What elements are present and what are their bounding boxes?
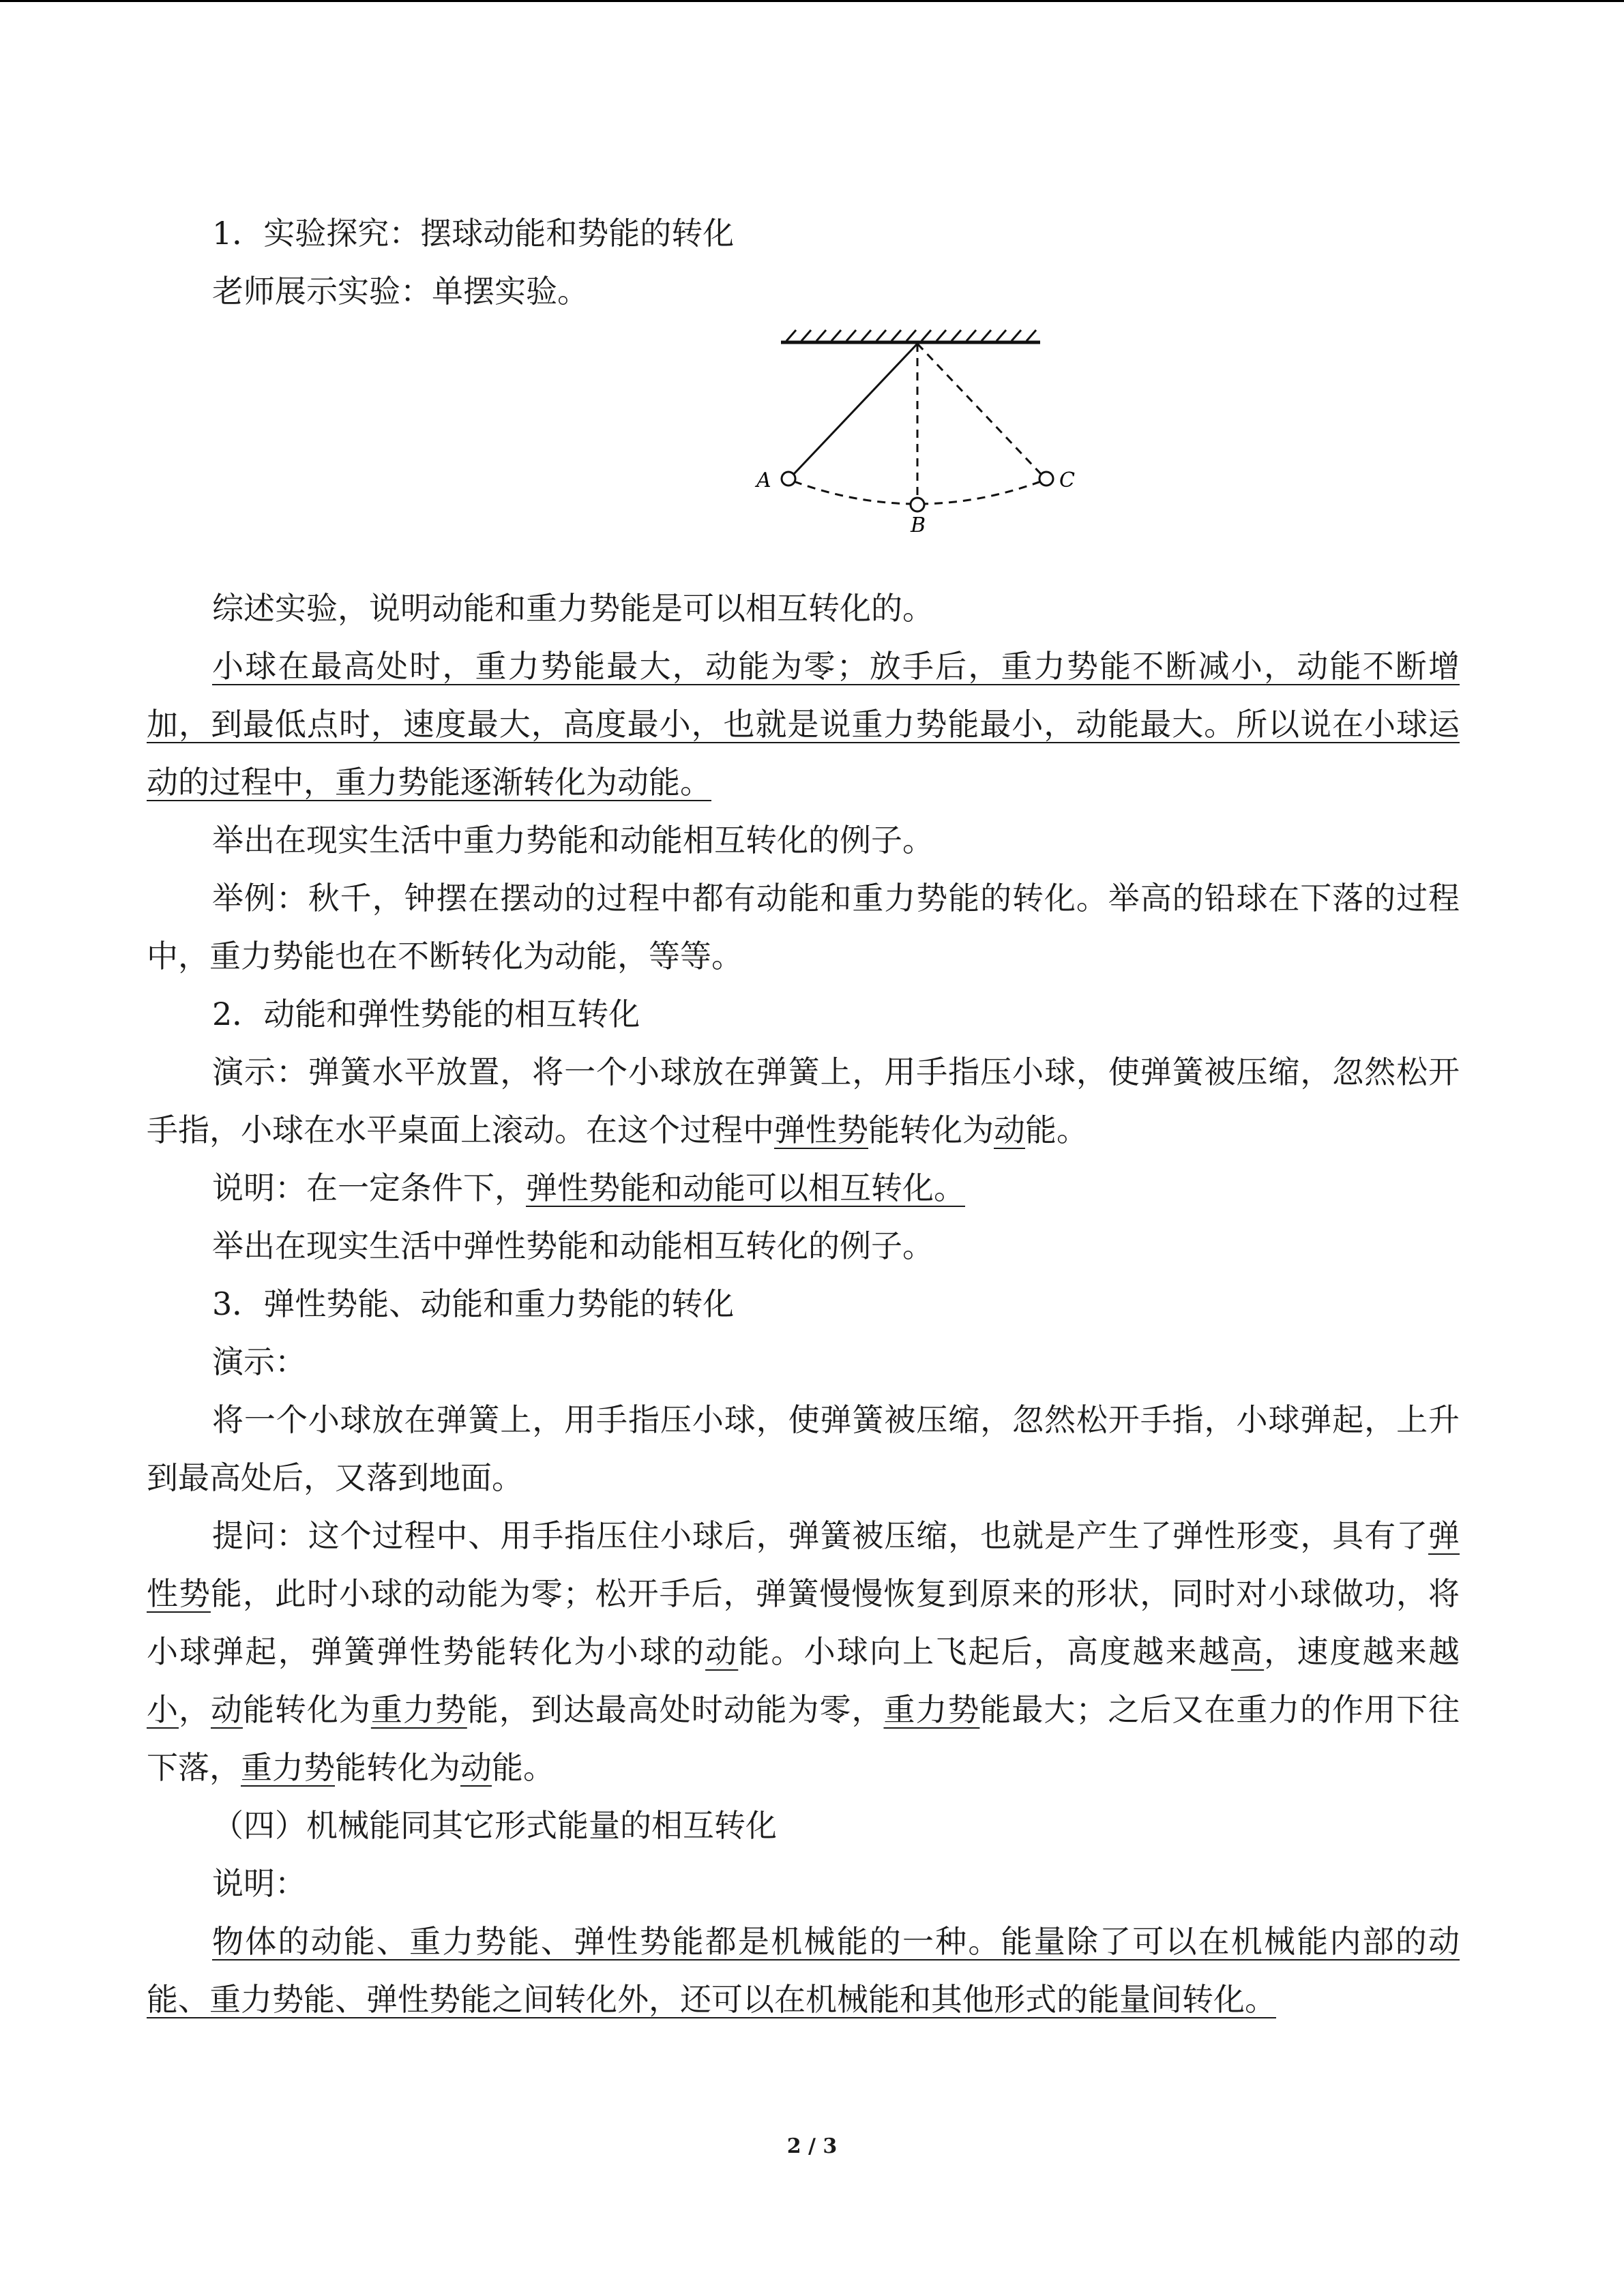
q-text-4: ，速度越来越	[1264, 1633, 1460, 1670]
pendulum-diagram	[713, 327, 1149, 573]
example-prompt-2: 举出在现实生活中弹性势能和动能相互转化的例子。	[212, 1227, 934, 1264]
ball-a	[782, 472, 795, 486]
q-blank-3: 高	[1230, 1633, 1265, 1670]
q-text-8: 能最大；之后又在重力的作用下往下落，	[147, 1691, 1460, 1786]
spring-note	[147, 1159, 1460, 1217]
label-b: B	[911, 513, 926, 537]
label-c: C	[1059, 468, 1075, 492]
blank-elastic-potential: 弹性势	[774, 1112, 868, 1148]
section-4-heading: （四）机械能同其它形式能量的相互转化	[212, 1807, 777, 1844]
section-3-question	[147, 1507, 1460, 1797]
section-3-demo-text: 将一个小球放在弹簧上，用手指压小球，使弹簧被压缩，忽然松开手指，小球弹起，上升到最高处后，又落到地面。	[147, 1401, 1460, 1496]
section-1-heading: 1．实验探究：摆球动能和势能的转化	[212, 215, 735, 252]
spring-note-text: 说明：在一定条件下，	[212, 1169, 526, 1206]
q-blank-8: 重力势	[241, 1749, 335, 1786]
blank-kinetic: 动	[994, 1112, 1025, 1148]
q-blank-5: 动	[210, 1691, 243, 1728]
q-blank-7: 重力势	[883, 1691, 980, 1728]
q-text-9: 能转化为	[335, 1749, 460, 1786]
section-3-demo-label: 演示：	[212, 1343, 306, 1380]
ceiling-hatching	[786, 330, 1036, 341]
section-4-underlined: 物体的动能、重力势能、弹性势能都是机械能的一种。能量除了可以在机械能内部的动能、重力势能、弹性势能之间转化外，还可以在机械能和其他形式的能量间转化。	[147, 1923, 1460, 2018]
pendulum-string-a	[794, 344, 917, 474]
q-text-7: 能，到达最高处时动能为零，	[467, 1691, 884, 1728]
section-4-text	[147, 1913, 1460, 2029]
spring-demo-text-3: 能。	[1025, 1112, 1088, 1148]
q-text-1: 提问：这个过程中、用手指压住小球后，弹簧被压缩，也就是产生了弹性形变，具有了	[212, 1517, 1428, 1554]
ball-c	[1039, 472, 1053, 486]
spring-demo-text: 演示：弹簧水平放置，将一个小球放在弹簧上，用手指压小球，使弹簧被压缩，忽然松开手指，小球在水平桌面上滚动。在这个过程中	[147, 1054, 1460, 1148]
q-text-3: 能。小球向上飞起后，高度越来越	[738, 1633, 1231, 1670]
q-blank-2: 动	[705, 1633, 739, 1670]
experiment-summary: 综述实验，说明动能和重力势能是可以相互转化的。	[212, 590, 934, 627]
experiment-explanation	[147, 638, 1460, 811]
q-blank-6: 重力势	[370, 1691, 467, 1728]
document-page	[147, 205, 1460, 2029]
explanation-underlined: 小球在最高处时，重力势能最大，动能为零；放手后，重力势能不断减小，动能不断增加，到最低点时，速度最大，高度最小，也就是说重力势能最小，动能最大。所以说在小球运动的过程中，重力势能逐渐转化为动能。	[147, 648, 1460, 801]
section-4-label: 说明：	[212, 1865, 306, 1902]
q-blank-1: 弹性势	[147, 1517, 1460, 1612]
example-prompt-1: 举出在现实生活中重力势能和动能相互转化的例子。	[212, 822, 934, 859]
spring-note-underlined: 弹性势能和动能可以相互转化。	[526, 1169, 965, 1206]
spring-demo	[147, 1043, 1460, 1159]
section-2-heading: 2．动能和弹性势能的相互转化	[212, 996, 640, 1032]
teacher-demo-line: 老师展示实验：单摆实验。	[212, 273, 589, 310]
q-text-6: 能转化为	[242, 1691, 371, 1728]
q-blank-4: 小	[147, 1691, 179, 1728]
q-text-2: 能，此时小球的动能为零；松开手后，弹簧慢慢恢复到原来的形状，同时对小球做功，将小球弹起，弹簧弹性势能转化为小球的	[147, 1575, 1460, 1670]
ball-b	[911, 498, 924, 511]
page-number: 2 / 3	[786, 2134, 838, 2158]
q-blank-9: 动	[460, 1749, 492, 1786]
q-text-5: ，	[178, 1691, 211, 1728]
example-answer-1: 举例：秋千，钟摆在摆动的过程中都有动能和重力势能的转化。举高的铅球在下落的过程中，重力势能也在不断转化为动能，等等。	[147, 880, 1460, 974]
spring-demo-text-2: 能转化为	[868, 1112, 994, 1148]
pendulum-string-c	[917, 344, 1041, 474]
section-3-heading: 3．弹性势能、动能和重力势能的转化	[212, 1285, 735, 1322]
q-text-10: 能。	[492, 1749, 555, 1786]
label-a: A	[756, 468, 771, 492]
pendulum-figure-container	[147, 327, 1460, 580]
page-top-border	[0, 0, 1624, 2]
